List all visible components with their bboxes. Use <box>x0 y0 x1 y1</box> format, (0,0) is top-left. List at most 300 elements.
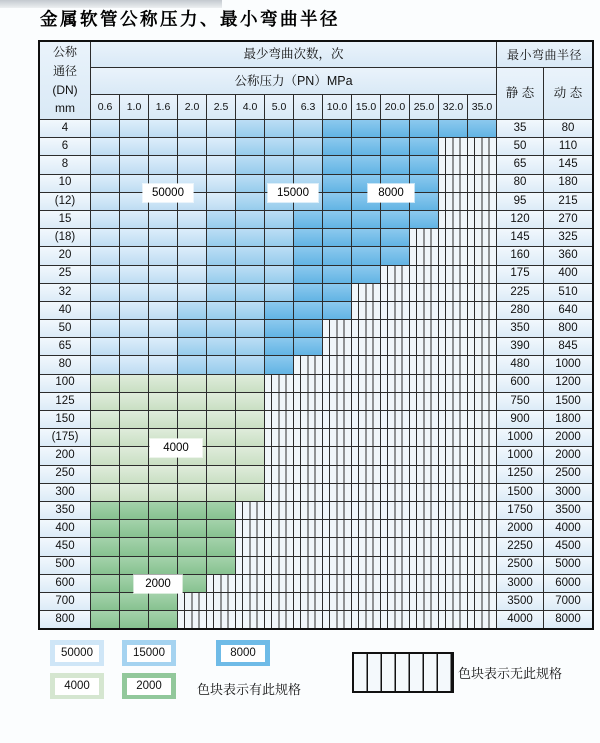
cycle-label-2000: 2000 <box>134 575 182 593</box>
spec-cell-available <box>236 193 264 210</box>
static-value-cell: 390 <box>497 338 543 355</box>
spec-cell-available <box>352 120 380 137</box>
spec-cell-available <box>410 211 438 228</box>
dn-cell: 32 <box>40 284 90 301</box>
spec-cell-unavailable <box>352 520 380 537</box>
legend-swatch-4000 <box>50 673 104 699</box>
spec-cell-available <box>323 229 351 246</box>
spec-cell-available <box>178 557 206 574</box>
spec-cell-available <box>149 338 177 355</box>
spec-cell-available <box>149 302 177 319</box>
legend-swatch-2000 <box>122 673 176 699</box>
spec-cell-available <box>178 338 206 355</box>
spec-cell-unavailable <box>236 538 264 555</box>
spec-cell-available <box>294 284 322 301</box>
spec-cell-available <box>91 484 119 501</box>
spec-cell-available <box>207 502 235 519</box>
spec-cell-unavailable <box>207 611 235 628</box>
spec-cell-available <box>120 138 148 155</box>
spec-cell-available <box>236 138 264 155</box>
static-value-cell: 1750 <box>497 502 543 519</box>
spec-cell-unavailable <box>439 447 467 464</box>
spec-cell-unavailable <box>352 593 380 610</box>
dynamic-value-cell: 180 <box>544 175 592 192</box>
spec-cell-unavailable <box>381 266 409 283</box>
spec-cell-unavailable <box>410 356 438 373</box>
spec-cell-available <box>149 557 177 574</box>
spec-cell-available <box>381 156 409 173</box>
spec-cell-unavailable <box>294 611 322 628</box>
spec-cell-available <box>236 393 264 410</box>
pressure-col-header: 6.3 <box>294 95 322 119</box>
spec-cell-unavailable <box>468 520 496 537</box>
spec-cell-unavailable <box>439 375 467 392</box>
spec-cell-available <box>149 356 177 373</box>
spec-cell-unavailable <box>439 538 467 555</box>
spec-cell-available <box>120 447 148 464</box>
dn-cell: 15 <box>40 211 90 228</box>
spec-cell-unavailable <box>265 484 293 501</box>
spec-cell-available <box>91 611 119 628</box>
spec-cell-available <box>120 593 148 610</box>
spec-cell-available <box>236 320 264 337</box>
spec-cell-available <box>149 120 177 137</box>
spec-cell-available <box>120 356 148 373</box>
spec-cell-available <box>207 156 235 173</box>
dynamic-value-cell: 1200 <box>544 375 592 392</box>
spec-cell-unavailable <box>323 484 351 501</box>
spec-cell-unavailable <box>468 356 496 373</box>
spec-cell-available <box>352 266 380 283</box>
spec-cell-unavailable <box>352 320 380 337</box>
dynamic-value-cell: 2000 <box>544 447 592 464</box>
spec-cell-available <box>149 538 177 555</box>
spec-cell-unavailable <box>265 520 293 537</box>
dynamic-value-cell: 800 <box>544 320 592 337</box>
legend-swatch-8000 <box>216 640 270 666</box>
spec-cell-unavailable <box>352 557 380 574</box>
spec-cell-available <box>207 429 235 446</box>
spec-cell-available <box>207 484 235 501</box>
spec-cell-available <box>265 302 293 319</box>
spec-cell-unavailable <box>381 320 409 337</box>
static-value-cell: 65 <box>497 156 543 173</box>
spec-cell-available <box>91 156 119 173</box>
pressure-col-header: 1.0 <box>120 95 148 119</box>
spec-cell-unavailable <box>468 302 496 319</box>
spec-cell-available <box>178 320 206 337</box>
spec-cell-available <box>149 502 177 519</box>
spec-cell-unavailable <box>381 302 409 319</box>
spec-cell-unavailable <box>294 356 322 373</box>
spec-cell-unavailable <box>439 502 467 519</box>
spec-cell-available <box>178 502 206 519</box>
spec-table <box>38 40 594 630</box>
spec-cell-unavailable <box>439 338 467 355</box>
spec-cell-available <box>207 193 235 210</box>
dn-cell: 500 <box>40 557 90 574</box>
spec-cell-available <box>178 120 206 137</box>
spec-cell-available <box>236 356 264 373</box>
spec-cell-unavailable <box>381 284 409 301</box>
spec-cell-unavailable <box>294 502 322 519</box>
dynamic-value-cell: 4500 <box>544 538 592 555</box>
spec-cell-available <box>265 247 293 264</box>
spec-cell-available <box>410 175 438 192</box>
corner-line: 公称 <box>52 45 77 60</box>
spec-cell-unavailable <box>323 411 351 428</box>
legend-has-spec-note: 色块表示有此规格 <box>197 682 302 697</box>
spec-cell-available <box>91 466 119 483</box>
dn-cell: 450 <box>40 538 90 555</box>
corner-line: (DN) <box>52 82 78 97</box>
spec-cell-available <box>236 284 264 301</box>
dn-cell: 80 <box>40 356 90 373</box>
spec-cell-unavailable <box>323 593 351 610</box>
spec-cell-available <box>91 411 119 428</box>
spec-cell-available <box>207 375 235 392</box>
spec-cell-unavailable <box>265 557 293 574</box>
spec-cell-available <box>91 393 119 410</box>
spec-cell-unavailable <box>468 375 496 392</box>
spec-cell-available <box>149 138 177 155</box>
spec-cell-unavailable <box>207 575 235 592</box>
spec-cell-unavailable <box>323 375 351 392</box>
spec-cell-unavailable <box>468 538 496 555</box>
spec-cell-unavailable <box>439 557 467 574</box>
spec-cell-unavailable <box>236 557 264 574</box>
dn-cell: 25 <box>40 266 90 283</box>
spec-cell-available <box>149 375 177 392</box>
spec-cell-available <box>120 538 148 555</box>
spec-cell-available <box>294 338 322 355</box>
spec-cell-unavailable <box>294 393 322 410</box>
spec-cell-available <box>236 466 264 483</box>
static-value-cell: 225 <box>497 284 543 301</box>
dynamic-value-cell: 2000 <box>544 429 592 446</box>
spec-cell-available <box>149 611 177 628</box>
dn-cell: 350 <box>40 502 90 519</box>
dynamic-value-cell: 2500 <box>544 466 592 483</box>
spec-cell-unavailable <box>323 502 351 519</box>
spec-cell-available <box>178 302 206 319</box>
spec-cell-available <box>236 175 264 192</box>
spec-cell-unavailable <box>410 611 438 628</box>
spec-cell-available <box>178 538 206 555</box>
spec-cell-available <box>265 338 293 355</box>
spec-cell-available <box>91 120 119 137</box>
cycle-label-4000: 4000 <box>150 439 202 457</box>
spec-cell-available <box>120 375 148 392</box>
spec-cell-available <box>178 284 206 301</box>
spec-cell-unavailable <box>468 266 496 283</box>
dynamic-value-cell: 270 <box>544 211 592 228</box>
spec-cell-unavailable <box>410 375 438 392</box>
spec-cell-unavailable <box>439 484 467 501</box>
spec-cell-unavailable <box>410 502 438 519</box>
dn-cell: 300 <box>40 484 90 501</box>
spec-cell-unavailable <box>265 429 293 446</box>
pressure-col-header: 2.0 <box>178 95 206 119</box>
spec-cell-available <box>207 520 235 537</box>
static-value-cell: 2250 <box>497 538 543 555</box>
spec-cell-unavailable <box>439 393 467 410</box>
spec-cell-available <box>323 302 351 319</box>
spec-cell-available <box>91 284 119 301</box>
spec-cell-available <box>120 466 148 483</box>
static-value-cell: 145 <box>497 229 543 246</box>
spec-cell-available <box>294 156 322 173</box>
spec-cell-available <box>207 356 235 373</box>
spec-cell-unavailable <box>439 520 467 537</box>
dynamic-value-cell: 3000 <box>544 484 592 501</box>
spec-cell-unavailable <box>381 611 409 628</box>
spec-cell-unavailable <box>352 393 380 410</box>
spec-cell-available <box>323 211 351 228</box>
spec-cell-available <box>120 429 148 446</box>
dynamic-value-cell: 4000 <box>544 520 592 537</box>
spec-cell-available <box>149 247 177 264</box>
spec-cell-unavailable <box>265 593 293 610</box>
spec-cell-unavailable <box>352 429 380 446</box>
spec-cell-unavailable <box>439 229 467 246</box>
spec-cell-unavailable <box>323 338 351 355</box>
dn-cell: 8 <box>40 156 90 173</box>
spec-cell-unavailable <box>294 484 322 501</box>
spec-cell-available <box>265 356 293 373</box>
spec-cell-available <box>91 538 119 555</box>
dn-cell: 125 <box>40 393 90 410</box>
spec-cell-unavailable <box>468 138 496 155</box>
spec-cell-available <box>120 484 148 501</box>
spec-cell-available <box>236 211 264 228</box>
spec-cell-available <box>120 302 148 319</box>
spec-cell-available <box>207 557 235 574</box>
spec-cell-available <box>294 120 322 137</box>
spec-cell-available <box>410 156 438 173</box>
spec-cell-available <box>149 211 177 228</box>
spec-cell-unavailable <box>236 502 264 519</box>
spec-cell-unavailable <box>468 193 496 210</box>
spec-cell-unavailable <box>468 484 496 501</box>
spec-cell-available <box>265 284 293 301</box>
spec-cell-unavailable <box>352 484 380 501</box>
spec-cell-unavailable <box>439 302 467 319</box>
spec-cell-unavailable <box>468 611 496 628</box>
dn-cell: 150 <box>40 411 90 428</box>
spec-cell-available <box>207 447 235 464</box>
spec-cell-available <box>323 266 351 283</box>
pressure-col-header: 2.5 <box>207 95 235 119</box>
spec-cell-unavailable <box>381 538 409 555</box>
spec-cell-available <box>410 138 438 155</box>
spec-cell-available <box>207 175 235 192</box>
spec-cell-available <box>178 356 206 373</box>
spec-cell-available <box>120 120 148 137</box>
dn-cell: (175) <box>40 429 90 446</box>
spec-cell-unavailable <box>352 356 380 373</box>
spec-cell-unavailable <box>352 447 380 464</box>
spec-cell-unavailable <box>410 575 438 592</box>
spec-cell-available <box>149 393 177 410</box>
min-radius-header: 最小弯曲半径 <box>497 42 592 67</box>
spec-cell-available <box>91 175 119 192</box>
spec-cell-unavailable <box>323 538 351 555</box>
spec-cell-unavailable <box>439 593 467 610</box>
spec-cell-unavailable <box>410 466 438 483</box>
spec-cell-unavailable <box>410 320 438 337</box>
spec-cell-unavailable <box>468 320 496 337</box>
spec-cell-available <box>265 320 293 337</box>
dn-cell: 250 <box>40 466 90 483</box>
dn-cell: 50 <box>40 320 90 337</box>
spec-cell-available <box>207 247 235 264</box>
spec-cell-available <box>207 411 235 428</box>
static-value-cell: 600 <box>497 375 543 392</box>
spec-cell-available <box>410 120 438 137</box>
spec-cell-unavailable <box>468 466 496 483</box>
spec-cell-available <box>178 375 206 392</box>
dynamic-value-cell: 80 <box>544 120 592 137</box>
spec-cell-available <box>381 211 409 228</box>
spec-cell-unavailable <box>468 247 496 264</box>
spec-cell-unavailable <box>468 284 496 301</box>
spec-cell-available <box>323 284 351 301</box>
spec-cell-unavailable <box>294 538 322 555</box>
legend-swatch-15000 <box>122 640 176 666</box>
spec-cell-unavailable <box>352 466 380 483</box>
spec-cell-available <box>352 156 380 173</box>
spec-cell-available <box>381 247 409 264</box>
spec-cell-available <box>207 138 235 155</box>
dn-cell: 65 <box>40 338 90 355</box>
spec-cell-unavailable <box>236 611 264 628</box>
static-value-cell: 35 <box>497 120 543 137</box>
spec-cell-unavailable <box>294 466 322 483</box>
spec-cell-available <box>149 320 177 337</box>
dn-cell: 800 <box>40 611 90 628</box>
spec-cell-available <box>294 247 322 264</box>
spec-cell-available <box>91 356 119 373</box>
spec-cell-unavailable <box>468 557 496 574</box>
spec-cell-unavailable <box>352 538 380 555</box>
spec-cell-available <box>91 375 119 392</box>
spec-cell-available <box>178 211 206 228</box>
spec-cell-available <box>381 120 409 137</box>
spec-cell-unavailable <box>468 447 496 464</box>
static-value-cell: 3500 <box>497 593 543 610</box>
legend-swatch-label: 50000 <box>55 645 99 662</box>
spec-cell-unavailable <box>294 520 322 537</box>
spec-cell-available <box>207 466 235 483</box>
dynamic-value-cell: 400 <box>544 266 592 283</box>
spec-cell-unavailable <box>323 611 351 628</box>
spec-cell-unavailable <box>265 393 293 410</box>
pressure-col-header: 4.0 <box>236 95 264 119</box>
spec-cell-available <box>178 229 206 246</box>
spec-cell-unavailable <box>323 557 351 574</box>
spec-cell-available <box>91 266 119 283</box>
spec-cell-available <box>381 138 409 155</box>
spec-cell-unavailable <box>381 411 409 428</box>
cycle-label-50000: 50000 <box>143 184 193 202</box>
spec-cell-unavailable <box>381 429 409 446</box>
spec-cell-unavailable <box>410 247 438 264</box>
spec-cell-available <box>236 302 264 319</box>
cycle-label-8000: 8000 <box>368 184 414 202</box>
spec-cell-available <box>323 247 351 264</box>
spec-cell-unavailable <box>294 429 322 446</box>
spec-cell-unavailable <box>265 466 293 483</box>
spec-cell-available <box>149 411 177 428</box>
pressure-col-header: 20.0 <box>381 95 409 119</box>
spec-cell-available <box>178 411 206 428</box>
spec-cell-available <box>207 266 235 283</box>
spec-cell-unavailable <box>439 466 467 483</box>
spec-cell-unavailable <box>207 593 235 610</box>
dynamic-value-cell: 145 <box>544 156 592 173</box>
spec-cell-available <box>149 593 177 610</box>
spec-cell-available <box>352 229 380 246</box>
spec-cell-unavailable <box>410 393 438 410</box>
spec-cell-available <box>236 229 264 246</box>
spec-cell-unavailable <box>439 211 467 228</box>
spec-cell-available <box>323 175 351 192</box>
spec-cell-unavailable <box>410 484 438 501</box>
dynamic-value-cell: 5000 <box>544 557 592 574</box>
spec-cell-available <box>207 338 235 355</box>
spec-cell-unavailable <box>410 447 438 464</box>
spec-cell-available <box>439 120 467 137</box>
spec-cell-unavailable <box>178 593 206 610</box>
spec-cell-available <box>91 302 119 319</box>
pressure-col-header: 1.6 <box>149 95 177 119</box>
spec-cell-unavailable <box>381 593 409 610</box>
spec-cell-unavailable <box>468 175 496 192</box>
spec-cell-unavailable <box>323 429 351 446</box>
spec-cell-available <box>178 575 206 592</box>
spec-cell-unavailable <box>323 320 351 337</box>
spec-cell-available <box>352 211 380 228</box>
spec-cell-unavailable <box>294 557 322 574</box>
static-value-cell: 3000 <box>497 575 543 592</box>
spec-cell-available <box>178 156 206 173</box>
spec-cell-unavailable <box>381 338 409 355</box>
spec-cell-available <box>207 120 235 137</box>
spec-cell-unavailable <box>265 447 293 464</box>
spec-cell-available <box>91 211 119 228</box>
spec-cell-available <box>468 120 496 137</box>
spec-cell-unavailable <box>439 247 467 264</box>
spec-cell-available <box>120 393 148 410</box>
spec-cell-available <box>265 120 293 137</box>
cycle-label-15000: 15000 <box>268 184 318 202</box>
spec-cell-available <box>236 156 264 173</box>
static-value-cell: 900 <box>497 411 543 428</box>
spec-cell-unavailable <box>468 411 496 428</box>
spec-cell-unavailable <box>352 375 380 392</box>
spec-cell-available <box>120 320 148 337</box>
spec-cell-unavailable <box>439 320 467 337</box>
spec-cell-available <box>323 138 351 155</box>
spec-cell-available <box>294 266 322 283</box>
spec-cell-unavailable <box>381 375 409 392</box>
spec-cell-available <box>352 138 380 155</box>
dn-cell: (12) <box>40 193 90 210</box>
static-value-cell: 2000 <box>497 520 543 537</box>
spec-cell-unavailable <box>439 611 467 628</box>
dynamic-value-cell: 7000 <box>544 593 592 610</box>
